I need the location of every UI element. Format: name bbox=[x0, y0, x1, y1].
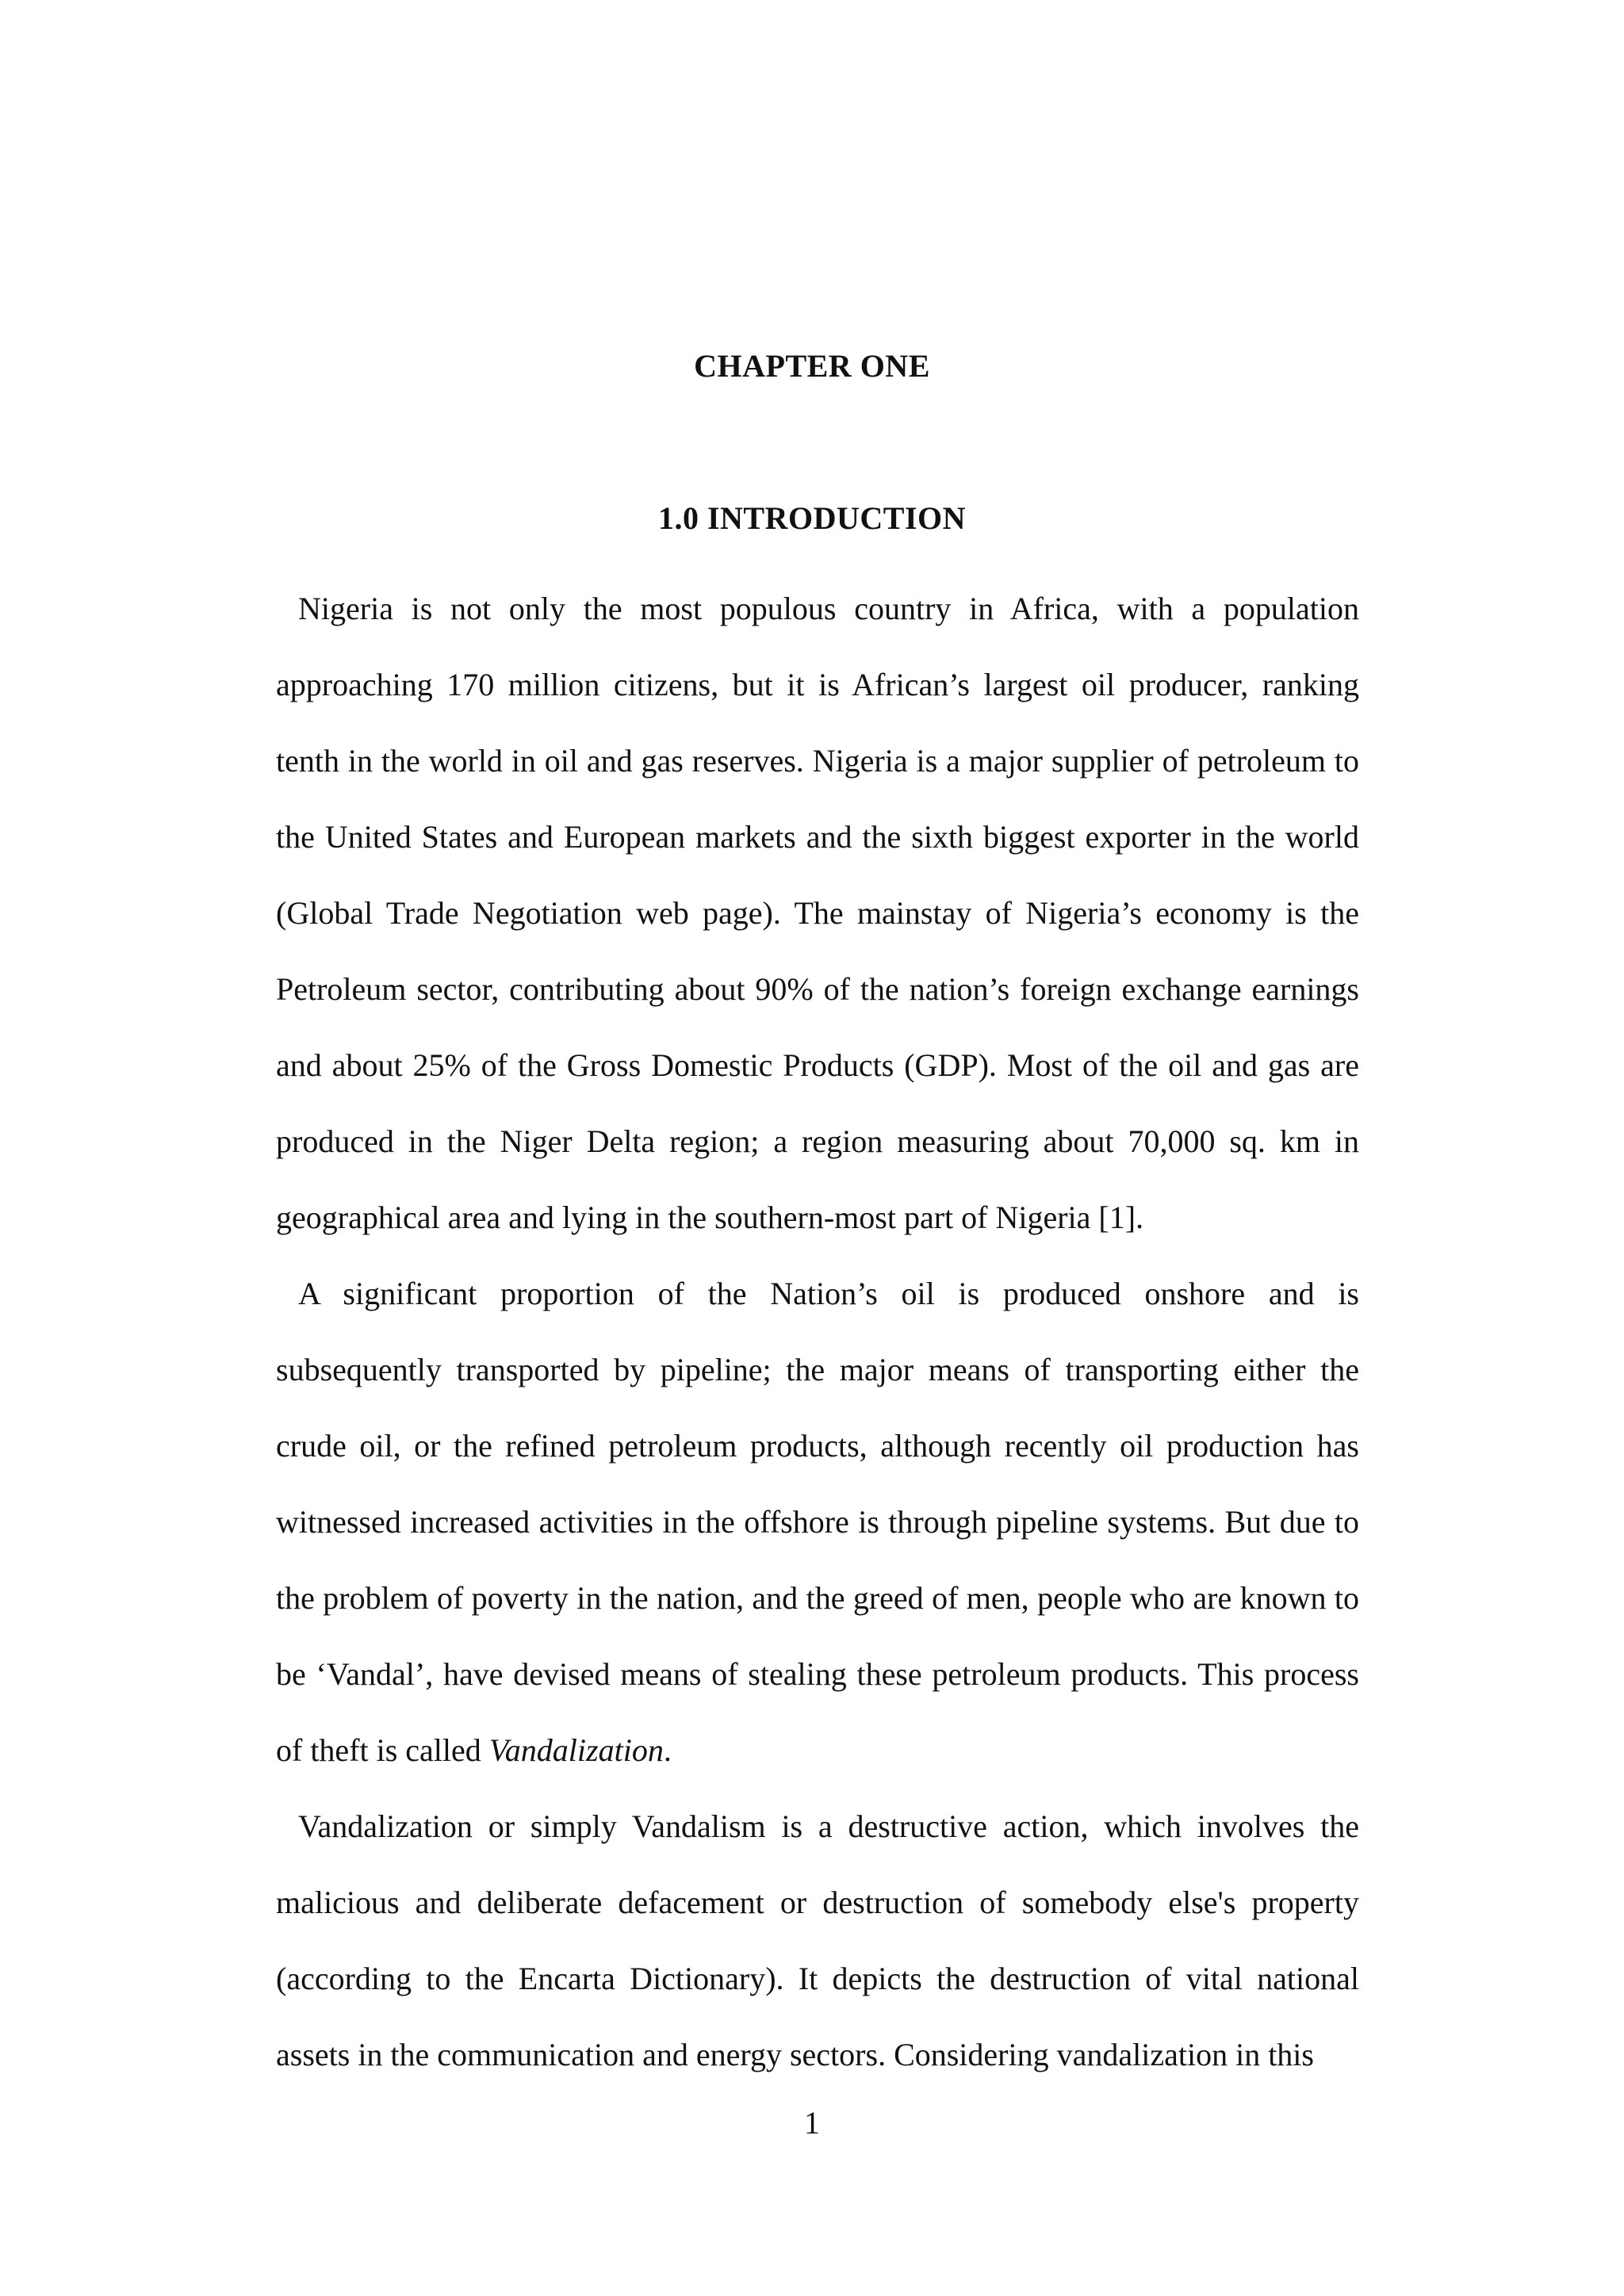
paragraph-1 bbox=[276, 571, 1359, 1256]
chapter-heading: CHAPTER ONE bbox=[694, 348, 930, 384]
section-heading: 1.0 INTRODUCTION bbox=[657, 500, 967, 536]
paragraph-2 bbox=[276, 1256, 1359, 1789]
body-text bbox=[276, 571, 1359, 2093]
paragraph-1-text: Nigeria is not only the most populous country in Africa, with a population approaching 170 million citizens, but it is African’s largest oil producer, ranking tenth in the world in oil and gas reserves. Nigeria is a major supplier of petroleum to the United States and European markets and the sixth biggest exporter in the world (Global Trade Negotiation web page). The mainstay of Nigeria’s economy is the Petroleum sector, contributing about 90% of the nation’s foreign exchange earnings and about 25% of the Gross Domestic Products (GDP). Most of the oil and gas are produced in the Niger Delta region; a region measuring about 70,000 sq. km in geographical area and lying in the southern-most part of Nigeria [1]. bbox=[276, 591, 1359, 1235]
paragraph-3-text: Vandalization or simply Vandalism is a destructive action, which involves the malicious and deliberate defacement or destruction of somebody else's property (according to the Encarta Dictionary). It depicts the destruction of vital national assets in the communication and energy sectors. Considering vandalization in this bbox=[276, 1808, 1359, 2072]
paragraph-2-emphasis: Vandalization bbox=[488, 1732, 664, 1768]
paragraph-2-text: A significant proportion of the Nation’s oil is produced onshore and is subsequently transported by pipeline; the major means of transporting either the crude oil, or the refined petroleum products, although recently oil production has witnessed increased activities in the offshore is through pipeline systems. But due to the problem of poverty in the nation, and the greed of men, people who are known to be ‘Vandal’, have devised means of stealing these petroleum products. This process of theft is called bbox=[276, 1276, 1359, 1768]
paragraph-2-tail: . bbox=[663, 1732, 672, 1768]
paragraph-3 bbox=[276, 1789, 1359, 2093]
page-number: 1 bbox=[804, 2105, 820, 2141]
